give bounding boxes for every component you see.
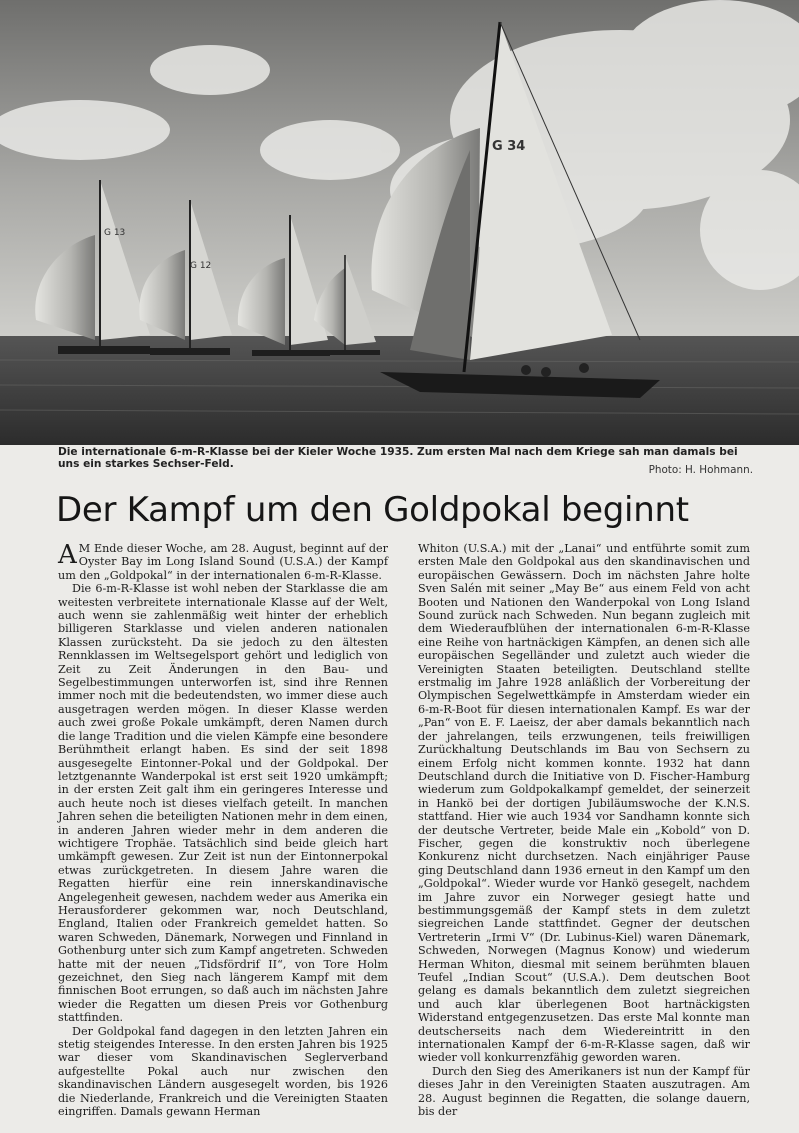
article-paragraph: Durch den Sieg des Amerikaners ist nun der Kampf für dieses Jahr in den Vereinigten Staaten auszutragen. Am 28. August beginnen die Regatten, die solange dauern, bis der [418,1064,750,1119]
regatta-photo [0,0,799,445]
drop-cap: A [58,540,77,570]
photo-credit: Photo: H. Hohmann. [648,464,753,476]
article-paragraph [58,542,388,582]
paragraph-text: M Ende dieser Woche, am 28. August, beginnt auf der Oyster Bay im Long Island Sound (U.S.A.) der Kampf um den „Goldpokal“ in der internationalen 6-m-R-Klasse. [58,542,388,582]
photo-caption: Die internationale 6-m-R-Klasse bei der Kieler Woche 1935. Zum ersten Mal nach dem Kriege sah man damals bei uns ein starkes Sechser-Feld. [58,446,738,470]
sailboats-illustration [0,0,799,445]
article-column-left [58,540,388,1119]
article-paragraph: Der Goldpokal fand dagegen in den letzten Jahren ein stetig steigendes Interesse. In den ersten Jahren bis 1925 war dieser vom Skandinavischen Seglerverband aufgestellte Pokal auch nur zwischen den skandinavischen Ländern ausgesegelt worden, bis 1926 die Niederlande, Frankreich und die Vereinigten Staaten eingriffen. Damals gewann Herman [58,1024,388,1119]
sail-number: G 13 [104,228,126,238]
article-paragraph: Die 6-m-R-Klasse ist wohl neben der Starklasse die am weitesten verbreitete internationale Klasse auf der Welt, auch wenn sie zahlenmäßig weit hinter der erheblich billigeren Starklasse und vielen anderen nationalen Klassen zurücksteht. Da sie jedoch zu den ältesten Rennklassen im Weltsegelsport gehört und lediglich von Zeit zu Zeit Änderungen in den Bau- und Segelbestimmungen unterworfen ist, sind ihre Rennen immer noch mit die bedeutendsten, wo immer diese auch ausgetragen werden mögen. In dieser Klasse werden auch zwei große Pokale umkämpft, deren Namen durch die lange Tradition und die vielen Kämpfe eine besondere Berühmtheit erlangt haben. Es sind der seit 1898 ausgesegelte Eintonner-Pokal und der Goldpokal. Der letztgenannte Wanderpokal ist erst seit 1920 umkämpft; in der ersten Zeit galt ihm ein geringeres Interesse und auch heute noch ist dieses vielfach geteilt. In manchen Jahren sehen die beteiligten Nationen mehr in dem einen, in anderen Jahren wieder mehr in dem anderen die wichtigere Trophäe. Tatsächlich sind beide gleich hart umkämpft gewesen. Zur Zeit ist nun der Eintonnerpokal etwas zurückgetreten. In diesem Jahre waren die Regatten hierfür eine rein innerskandinavische Angelegenheit gewesen, nachdem weder aus Amerika ein Herausforderer gekommen war, noch Deutschland, England, Italien oder Frankreich gemeldet hatten. So waren Schweden, Dänemark, Norwegen und Finnland in Gothenburg unter sich zum Kampf angetreten. Schweden hatte mit der neuen „Tidsfördrif II“, von Tore Holm gezeichnet, den Sieg nach längerem Kampf mit dem finnischen Boot errungen, so daß auch im nächsten Jahre wieder die Regatten um diesen Preis vor Gothenburg stattfinden. [58,582,388,1025]
sail-number: G 34 [492,139,526,154]
article-paragraph: Whiton (U.S.A.) mit der „Lanai“ und entführte somit zum ersten Male den Goldpokal aus den skandinavischen und europäischen Gewässern. Doch im nächsten Jahre holte Sven Salén mit seiner „May Be“ aus einem Feld von acht Booten und Nationen den Wanderpokal von Long Island Sound zurück nach Schweden. Nun begann zugleich mit dem Wiederaufblühen der internationalen 6-m-R-Klasse eine Reihe von hartnäckigen Kämpfen, an denen sich alle europäischen Segelländer und zuletzt auch wieder die Vereinigten Staaten beteiligten. Deutschland stellte erstmalig im Jahre 1928 anläßlich der Vorbereitung der Olympischen Segelwettkämpfe in Amsterdam wieder ein 6-m-R-Boot für diesen internationalen Kampf. Es war der „Pan“ von E. F. Laeisz, der aber damals bekanntlich nach der jahrelangen, teils erzwungenen, teils freiwilligen Zurückhaltung Deutschlands im Bau von Sechsern zu einem Erfolg nicht kommen konnte. 1932 hat dann Deutschland durch die Initiative von D. Fischer-Hamburg wiederum zum Goldpokalkampf gemeldet, der seinerzeit in Hankö bei der dortigen Jubiläumswoche der K.N.S. stattfand. Hier wie auch 1934 vor Sandhamn konnte sich der deutsche Vertreter, beide Male ein „Kobold“ von D. Fischer, gegen die konstruktiv noch überlegene Konkurenz nicht durchsetzen. Nach einjähriger Pause ging Deutschland dann 1936 erneut in den Kampf um den „Goldpokal“. Wieder wurde vor Hankö gesegelt, nachdem im Jahre zuvor ein Norweger gesiegt hatte und bestimmungsgemäß der Kampf stets in dem zuletzt siegreichen Lande stattfindet. Gegner der deutschen Vertreterin „Irmi V“ (Dr. Lubinus-Kiel) waren Dänemark, Schweden, Norwegen (Magnus Konow) und wiederum Herman Whiton, diesmal mit seinem berühmten blauen Teufel „Indian Scout“ (U.S.A.). Dem deutschen Boot gelang es damals bekanntlich dem zuletzt siegreichen und auch klar überlegenen Boot hartnäckigsten Widerstand entgegenzusetzen. Das erste Mal konnte man deutscherseits nach dem Wiedereintritt in den internationalen Kampf der 6-m-R-Klasse sagen, daß wir wieder voll konkurrenzfähig geworden waren. [418,542,750,1065]
article-column-right [418,542,750,1119]
sail-number: G 12 [190,261,212,271]
article-headline: Der Kampf um den Goldpokal beginnt [56,490,689,530]
